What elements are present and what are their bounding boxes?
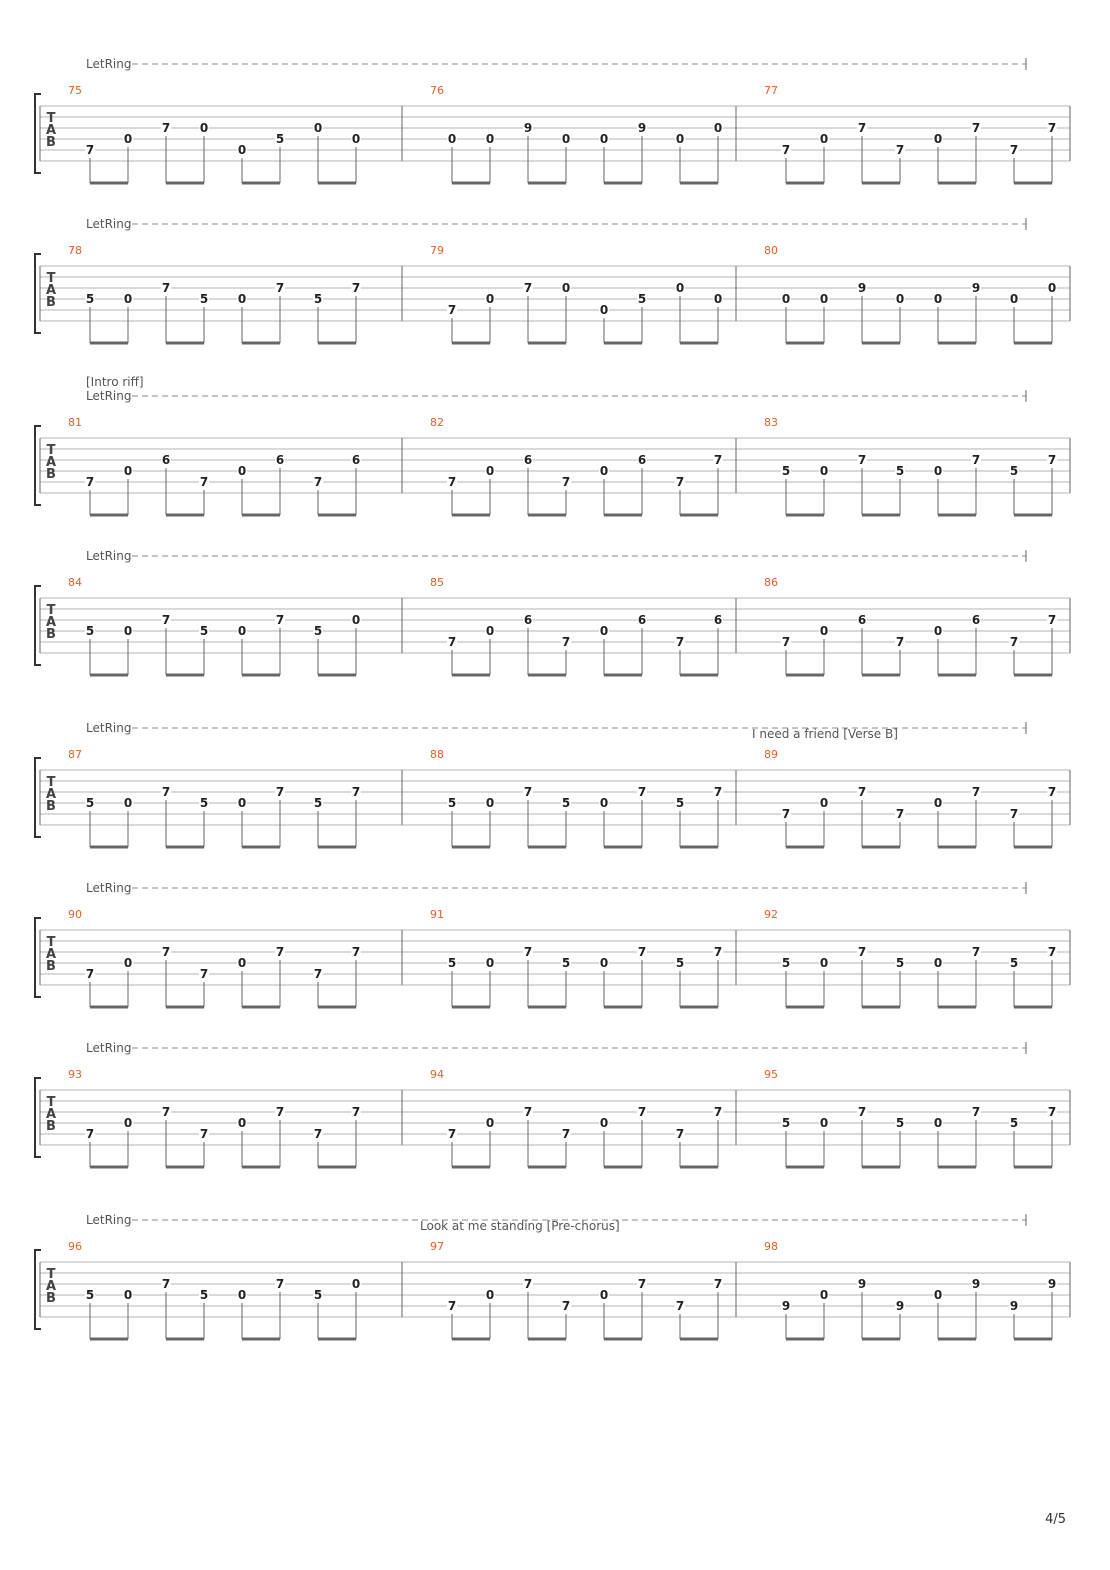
- fret-number: 0: [237, 1116, 247, 1130]
- fret-number: 7: [275, 1277, 285, 1291]
- fret-number: 5: [637, 292, 647, 306]
- tab-clef-letter: B: [46, 295, 56, 310]
- fret-number: 5: [447, 956, 457, 970]
- fret-number: 7: [161, 121, 171, 135]
- fret-number: 6: [523, 613, 533, 627]
- fret-number: 5: [313, 1288, 323, 1302]
- measure-number: 95: [764, 1068, 778, 1081]
- fret-number: 0: [123, 796, 133, 810]
- fret-number: 0: [933, 956, 943, 970]
- tab-clef-letter: T: [46, 775, 56, 790]
- fret-number: 7: [561, 475, 571, 489]
- fret-number: 0: [123, 624, 133, 638]
- tab-clef-letter: B: [46, 1291, 56, 1306]
- fret-number: 0: [675, 132, 685, 146]
- fret-number: 7: [781, 807, 791, 821]
- fret-number: 5: [675, 796, 685, 810]
- fret-number: 7: [857, 785, 867, 799]
- measure-number: 75: [68, 84, 82, 97]
- fret-number: 7: [637, 1105, 647, 1119]
- fret-number: 7: [85, 1127, 95, 1141]
- fret-number: 7: [351, 1105, 361, 1119]
- section-label: [Intro riff]: [86, 375, 144, 389]
- fret-number: 7: [447, 1127, 457, 1141]
- fret-number: 0: [713, 121, 723, 135]
- fret-number: 5: [199, 796, 209, 810]
- fret-number: 0: [933, 1116, 943, 1130]
- fret-number: 0: [819, 132, 829, 146]
- fret-number: 7: [1047, 785, 1057, 799]
- fret-number: 5: [895, 464, 905, 478]
- tab-clef-letter: T: [46, 443, 56, 458]
- fret-number: 0: [1047, 281, 1057, 295]
- tab-clef-letter: A: [45, 615, 57, 630]
- fret-number: 9: [781, 1299, 791, 1313]
- fret-number: 0: [599, 132, 609, 146]
- fret-number: 0: [237, 624, 247, 638]
- tab-clef-letter: B: [46, 799, 56, 814]
- fret-number: 0: [237, 796, 247, 810]
- measure-number: 86: [764, 576, 778, 589]
- let-ring-label: LetRing: [86, 721, 132, 735]
- fret-number: 0: [599, 464, 609, 478]
- measure-number: 78: [68, 244, 82, 257]
- fret-number: 7: [675, 635, 685, 649]
- fret-number: 0: [123, 1116, 133, 1130]
- fret-number: 5: [313, 796, 323, 810]
- fret-number: 7: [447, 303, 457, 317]
- fret-number: 7: [675, 475, 685, 489]
- tab-clef-letter: B: [46, 627, 56, 642]
- fret-number: 5: [199, 624, 209, 638]
- fret-number: 5: [85, 292, 95, 306]
- fret-number: 0: [351, 613, 361, 627]
- fret-number: 7: [971, 945, 981, 959]
- measure-number: 87: [68, 748, 82, 761]
- fret-number: 7: [971, 1105, 981, 1119]
- tab-clef-letter: A: [45, 283, 57, 298]
- fret-number: 0: [237, 956, 247, 970]
- fret-number: 7: [161, 1105, 171, 1119]
- fret-number: 7: [857, 1105, 867, 1119]
- fret-number: 5: [1009, 956, 1019, 970]
- fret-number: 5: [561, 796, 571, 810]
- measure-number: 91: [430, 908, 444, 921]
- fret-number: 9: [857, 1277, 867, 1291]
- fret-number: 0: [933, 464, 943, 478]
- fret-number: 0: [933, 796, 943, 810]
- fret-number: 5: [895, 1116, 905, 1130]
- fret-number: 7: [161, 945, 171, 959]
- tab-clef-letter: B: [46, 467, 56, 482]
- fret-number: 7: [1009, 143, 1019, 157]
- let-ring-label: LetRing: [86, 217, 132, 231]
- fret-number: 0: [1009, 292, 1019, 306]
- fret-number: 7: [713, 1105, 723, 1119]
- fret-number: 0: [485, 1288, 495, 1302]
- measure-number: 97: [430, 1240, 444, 1253]
- fret-number: 9: [523, 121, 533, 135]
- fret-number: 0: [485, 132, 495, 146]
- fret-number: 7: [161, 1277, 171, 1291]
- measure-number: 79: [430, 244, 444, 257]
- fret-number: 9: [1047, 1277, 1057, 1291]
- fret-number: 0: [819, 1116, 829, 1130]
- fret-number: 7: [971, 785, 981, 799]
- tab-clef-letter: A: [45, 947, 57, 962]
- fret-number: 0: [123, 1288, 133, 1302]
- fret-number: 7: [85, 475, 95, 489]
- fret-number: 7: [275, 613, 285, 627]
- fret-number: 0: [933, 292, 943, 306]
- fret-number: 0: [123, 464, 133, 478]
- fret-number: 0: [351, 132, 361, 146]
- measure-number: 82: [430, 416, 444, 429]
- fret-number: 7: [713, 1277, 723, 1291]
- fret-number: 5: [199, 1288, 209, 1302]
- fret-number: 9: [857, 281, 867, 295]
- fret-number: 9: [637, 121, 647, 135]
- fret-number: 0: [237, 143, 247, 157]
- fret-number: 0: [485, 464, 495, 478]
- fret-number: 0: [485, 624, 495, 638]
- fret-number: 7: [523, 281, 533, 295]
- section-label-right: Look at me standing [Pre-chorus]: [420, 1219, 620, 1233]
- fret-number: 6: [637, 453, 647, 467]
- fret-number: 7: [1009, 807, 1019, 821]
- fret-number: 6: [637, 613, 647, 627]
- measure-number: 76: [430, 84, 444, 97]
- fret-number: 7: [199, 1127, 209, 1141]
- fret-number: 7: [85, 143, 95, 157]
- fret-number: 0: [599, 956, 609, 970]
- tab-clef-letter: A: [45, 123, 57, 138]
- fret-number: 7: [275, 281, 285, 295]
- tab-clef-letter: T: [46, 935, 56, 950]
- tab-clef-letter: A: [45, 1279, 57, 1294]
- page-number: 4/5: [1045, 1512, 1066, 1527]
- tab-clef-letter: B: [46, 959, 56, 974]
- fret-number: 9: [971, 1277, 981, 1291]
- fret-number: 0: [819, 796, 829, 810]
- fret-number: 6: [857, 613, 867, 627]
- let-ring-label: LetRing: [86, 1041, 132, 1055]
- fret-number: 0: [485, 956, 495, 970]
- section-label-right: I need a friend [Verse B]: [752, 727, 898, 741]
- fret-number: 7: [447, 1299, 457, 1313]
- fret-number: 7: [313, 475, 323, 489]
- fret-number: 5: [85, 1288, 95, 1302]
- fret-number: 7: [857, 945, 867, 959]
- measure-number: 98: [764, 1240, 778, 1253]
- fret-number: 7: [1047, 453, 1057, 467]
- fret-number: 7: [1047, 945, 1057, 959]
- fret-number: 7: [781, 635, 791, 649]
- fret-number: 7: [713, 785, 723, 799]
- fret-number: 7: [713, 945, 723, 959]
- fret-number: 5: [561, 956, 571, 970]
- fret-number: 0: [599, 1288, 609, 1302]
- fret-number: 0: [313, 121, 323, 135]
- tab-clef-letter: B: [46, 1119, 56, 1134]
- measure-number: 81: [68, 416, 82, 429]
- measure-number: 80: [764, 244, 778, 257]
- fret-number: 5: [1009, 1116, 1019, 1130]
- fret-number: 0: [485, 292, 495, 306]
- fret-number: 0: [819, 464, 829, 478]
- fret-number: 7: [637, 785, 647, 799]
- fret-number: 0: [895, 292, 905, 306]
- fret-number: 0: [485, 796, 495, 810]
- fret-number: 7: [199, 475, 209, 489]
- fret-number: 5: [781, 464, 791, 478]
- fret-number: 0: [237, 1288, 247, 1302]
- fret-number: 5: [781, 956, 791, 970]
- fret-number: 7: [1047, 613, 1057, 627]
- fret-number: 9: [971, 281, 981, 295]
- let-ring-label: LetRing: [86, 389, 132, 403]
- measure-number: 92: [764, 908, 778, 921]
- fret-number: 7: [351, 785, 361, 799]
- fret-number: 9: [1009, 1299, 1019, 1313]
- fret-number: 7: [1009, 635, 1019, 649]
- tab-clef-letter: B: [46, 135, 56, 150]
- fret-number: 0: [561, 281, 571, 295]
- fret-number: 0: [819, 956, 829, 970]
- fret-number: 5: [1009, 464, 1019, 478]
- fret-number: 7: [895, 807, 905, 821]
- fret-number: 0: [599, 303, 609, 317]
- fret-number: 0: [933, 1288, 943, 1302]
- fret-number: 7: [351, 281, 361, 295]
- tab-clef-letter: T: [46, 111, 56, 126]
- fret-number: 7: [895, 635, 905, 649]
- fret-number: 7: [857, 453, 867, 467]
- fret-number: 0: [123, 132, 133, 146]
- measure-number: 90: [68, 908, 82, 921]
- measure-number: 96: [68, 1240, 82, 1253]
- fret-number: 7: [275, 785, 285, 799]
- fret-number: 7: [199, 967, 209, 981]
- fret-number: 0: [561, 132, 571, 146]
- fret-number: 0: [781, 292, 791, 306]
- measure-number: 77: [764, 84, 778, 97]
- fret-number: 7: [85, 967, 95, 981]
- fret-number: 0: [599, 796, 609, 810]
- fret-number: 0: [351, 1277, 361, 1291]
- fret-number: 0: [237, 464, 247, 478]
- fret-number: 7: [971, 453, 981, 467]
- fret-number: 5: [199, 292, 209, 306]
- measure-number: 88: [430, 748, 444, 761]
- fret-number: 7: [781, 143, 791, 157]
- tab-clef-letter: A: [45, 455, 57, 470]
- measure-number: 83: [764, 416, 778, 429]
- let-ring-label: LetRing: [86, 57, 132, 71]
- fret-number: 7: [971, 121, 981, 135]
- fret-number: 5: [85, 624, 95, 638]
- fret-number: 7: [561, 635, 571, 649]
- fret-number: 0: [237, 292, 247, 306]
- fret-number: 0: [447, 132, 457, 146]
- fret-number: 6: [713, 613, 723, 627]
- fret-number: 7: [523, 1105, 533, 1119]
- fret-number: 7: [351, 945, 361, 959]
- fret-number: 7: [523, 1277, 533, 1291]
- fret-number: 5: [895, 956, 905, 970]
- fret-number: 6: [971, 613, 981, 627]
- fret-number: 7: [275, 945, 285, 959]
- fret-number: 7: [161, 281, 171, 295]
- fret-number: 7: [675, 1299, 685, 1313]
- fret-number: 7: [857, 121, 867, 135]
- fret-number: 7: [561, 1299, 571, 1313]
- measure-number: 94: [430, 1068, 444, 1081]
- fret-number: 9: [895, 1299, 905, 1313]
- fret-number: 5: [313, 292, 323, 306]
- fret-number: 0: [675, 281, 685, 295]
- fret-number: 0: [199, 121, 209, 135]
- fret-number: 5: [781, 1116, 791, 1130]
- fret-number: 7: [447, 475, 457, 489]
- fret-number: 6: [351, 453, 361, 467]
- fret-number: 7: [275, 1105, 285, 1119]
- fret-number: 6: [161, 453, 171, 467]
- tab-clef-letter: T: [46, 603, 56, 618]
- tab-clef-letter: T: [46, 271, 56, 286]
- fret-number: 0: [819, 1288, 829, 1302]
- tab-clef-letter: A: [45, 1107, 57, 1122]
- measure-number: 85: [430, 576, 444, 589]
- fret-number: 0: [819, 624, 829, 638]
- fret-number: 7: [447, 635, 457, 649]
- fret-number: 5: [675, 956, 685, 970]
- measure-number: 89: [764, 748, 778, 761]
- fret-number: 7: [161, 613, 171, 627]
- measure-number: 84: [68, 576, 82, 589]
- fret-number: 0: [123, 956, 133, 970]
- fret-number: 7: [523, 785, 533, 799]
- fret-number: 5: [275, 132, 285, 146]
- fret-number: 7: [523, 945, 533, 959]
- fret-number: 7: [713, 453, 723, 467]
- fret-number: 0: [933, 132, 943, 146]
- tab-clef-letter: A: [45, 787, 57, 802]
- fret-number: 0: [933, 624, 943, 638]
- measure-number: 93: [68, 1068, 82, 1081]
- fret-number: 7: [1047, 1105, 1057, 1119]
- fret-number: 6: [523, 453, 533, 467]
- fret-number: 7: [313, 967, 323, 981]
- let-ring-label: LetRing: [86, 881, 132, 895]
- fret-number: 0: [819, 292, 829, 306]
- fret-number: 0: [599, 1116, 609, 1130]
- fret-number: 7: [161, 785, 171, 799]
- fret-number: 0: [485, 1116, 495, 1130]
- fret-number: 0: [599, 624, 609, 638]
- let-ring-label: LetRing: [86, 1213, 132, 1227]
- fret-number: 7: [313, 1127, 323, 1141]
- fret-number: 0: [123, 292, 133, 306]
- let-ring-label: LetRing: [86, 549, 132, 563]
- fret-number: 5: [447, 796, 457, 810]
- fret-number: 7: [1047, 121, 1057, 135]
- fret-number: 6: [275, 453, 285, 467]
- tab-clef-letter: T: [46, 1095, 56, 1110]
- fret-number: 7: [637, 1277, 647, 1291]
- tab-clef-letter: T: [46, 1267, 56, 1282]
- fret-number: 7: [895, 143, 905, 157]
- fret-number: 5: [313, 624, 323, 638]
- fret-number: 7: [637, 945, 647, 959]
- fret-number: 7: [561, 1127, 571, 1141]
- fret-number: 5: [85, 796, 95, 810]
- fret-number: 0: [713, 292, 723, 306]
- fret-number: 7: [675, 1127, 685, 1141]
